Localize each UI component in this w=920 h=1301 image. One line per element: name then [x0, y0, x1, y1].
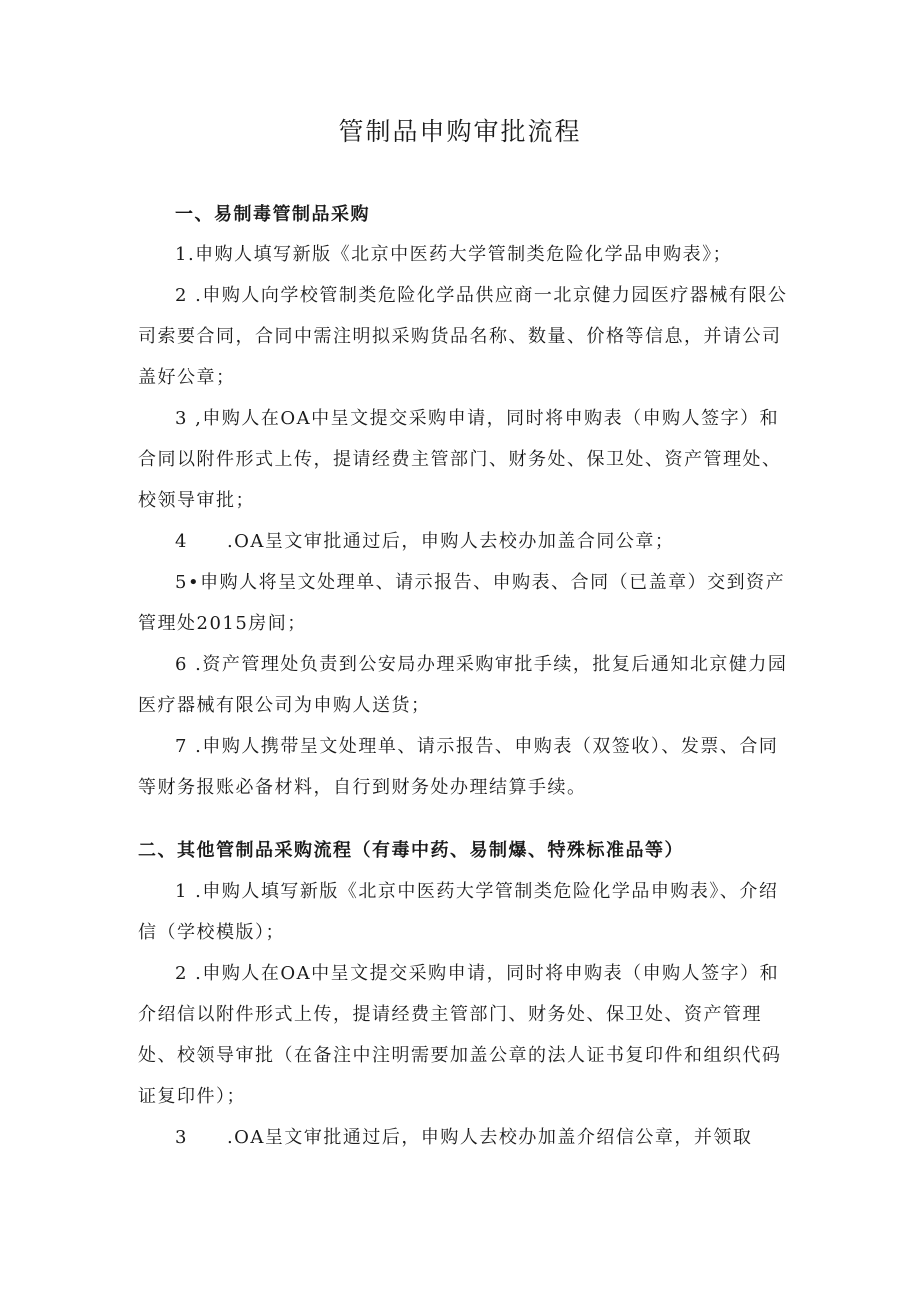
- section-1-item-6: 6 .资产管理处负责到公安局办理采购审批手续，批复后通知北京健力园医疗器械有限公司为申购人送货；: [138, 654, 788, 716]
- section-1-item-2: 2 .申购人向学校管制类危险化学品供应商一北京健力园医疗器械有限公司索要合同，合同中需注明拟采购货品名称、数量、价格等信息，并请公司盖好公章；: [138, 285, 788, 388]
- section-2-item-1: 1 .申购人填写新版《北京中医药大学管制类危险化学品申购表》、介绍信（学校模版）；: [138, 881, 779, 943]
- section-2-item-3: 3 .OA呈文审批通过后，申购人去校办加盖介绍信公章，并领取: [175, 1127, 753, 1148]
- page-title: 管制品申购审批流程: [338, 117, 582, 146]
- document-body: [138, 200, 788, 1158]
- section-1-item-4: 4 .OA呈文审批通过后，申购人去校办加盖合同公章；: [175, 531, 675, 552]
- section-1-heading: 一、易制毒管制品采购: [175, 204, 370, 225]
- section-2-item-2: 2 .申购人在OA中呈文提交采购申请，同时将申购表（申购人签字）和介绍信以附件形式上传，提请经费主管部门、财务处、保卫处、资产管理处、校领导审批（在备注中注明需要加盖公章的法人证书复印件和组织代码证复印件）；: [138, 963, 782, 1107]
- section-2-heading: 二、其他管制品采购流程（有毒中药、易制爆、特殊标准品等）: [138, 840, 684, 861]
- section-1-item-3: 3 ,申购人在OA中呈文提交采购申请，同时将申购表（申购人签字）和合同以附件形式上传，提请经费主管部门、财务处、保卫处、资产管理处、校领导审批；: [138, 408, 782, 511]
- section-1-item-7: 7 .申购人携带呈文处理单、请示报告、申购表（双签收）、发票、合同等财务报账必备材料，自行到财务处办理结算手续。: [138, 736, 779, 798]
- section-1-item-5: 5•申购人将呈文处理单、请示报告、申购表、合同（已盖章）交到资产管理处2015房间；: [138, 572, 786, 634]
- section-1-item-1: 1.申购人填写新版《北京中医药大学管制类危险化学品申购表》；: [175, 244, 733, 265]
